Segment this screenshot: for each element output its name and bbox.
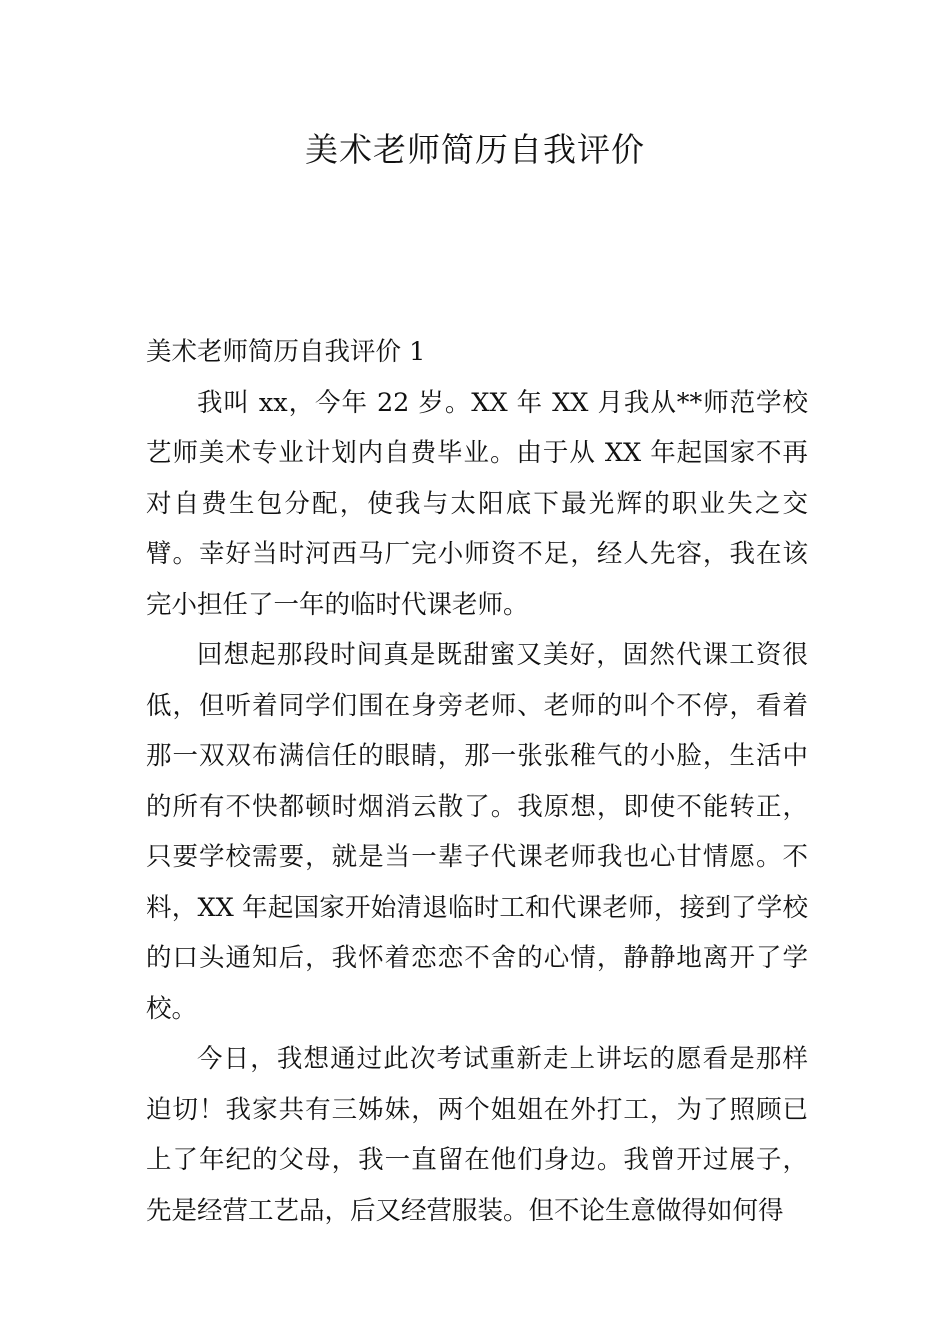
document-title: 美术老师简历自我评价: [305, 130, 645, 169]
paragraph-1: 我叫 xx，今年 22 岁。XX 年 XX 月我从**师范学校艺师美术专业计划内自费毕业。由于从 XX 年起国家不再对自费生包分配，使我与太阳底下最光辉的职业失之交臂。幸好当时河西马厂完小师资不足，经人先容，我在该完小担任了一年的临时代课老师。: [146, 387, 808, 620]
document-body: [146, 327, 808, 1236]
paragraph-2: 回想起那段时间真是既甜蜜又美好，固然代课工资很低，但听着同学们围在身旁老师、老师的叫个不停，看着那一双双布满信任的眼睛，那一张张稚气的小脸，生活中的所有不快都顿时烟消云散了。我原想，即使不能转正，只要学校需要，就是当一辈子代课老师我也心甘情愿。不料，XX 年起国家开始清退临时工和代课老师，接到了学校的口头通知后，我怀着恋恋不舍的心情，静静地离开了学校。: [146, 640, 808, 1024]
paragraph-3: 今日，我想通过此次考试重新走上讲坛的愿看是那样迫切！我家共有三姊妹，两个姐姐在外打工，为了照顾已上了年纪的父母，我一直留在他们身边。我曾开过展子，先是经营工艺品，后又经营服装。但不论生意做得如何得: [146, 1044, 808, 1226]
section-heading: 美术老师简历自我评价 1: [146, 337, 426, 367]
